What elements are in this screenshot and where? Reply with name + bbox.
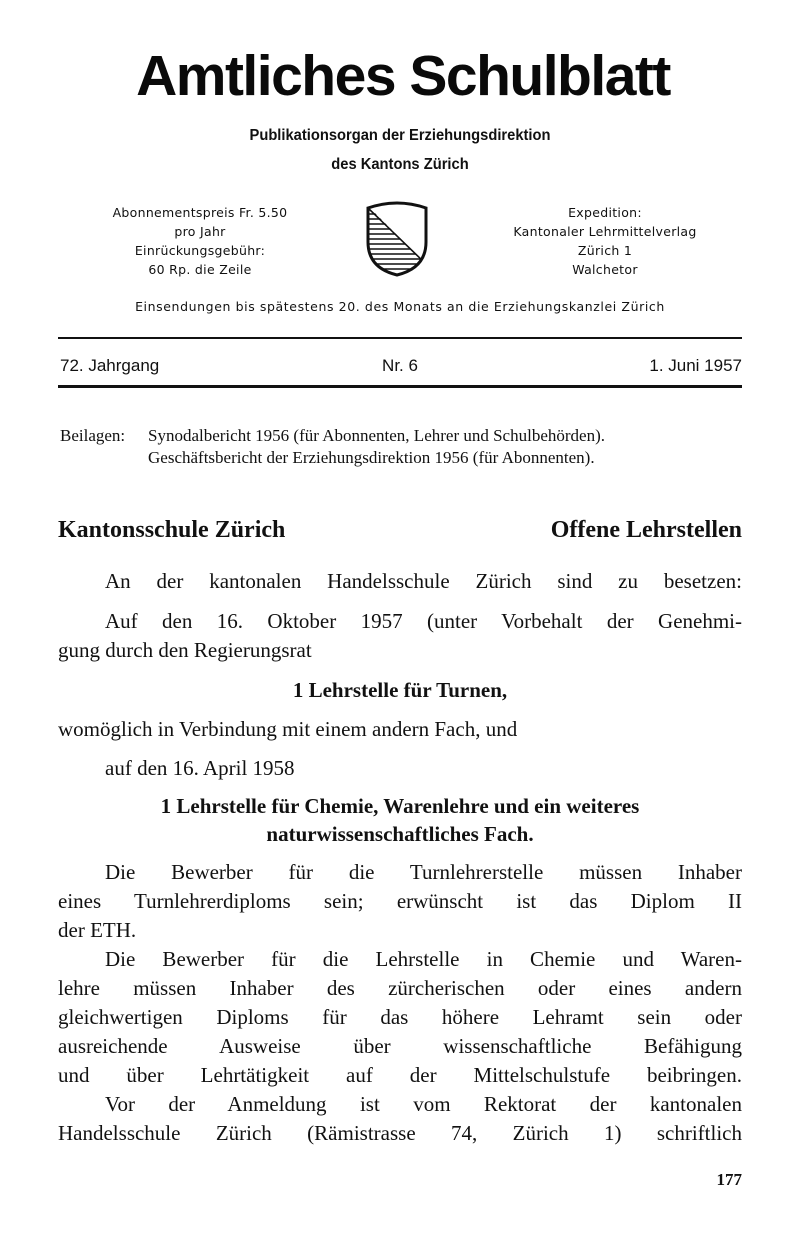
- info-right-line: Zürich 1: [577, 243, 633, 258]
- info-left-line: pro Jahr: [174, 224, 226, 239]
- info-left-line: 60 Rp. die Zeile: [148, 262, 252, 277]
- masthead-title: Amtliches Schulblatt: [136, 44, 670, 108]
- position-chemie-line2: naturwissenschaftliches Fach.: [266, 822, 534, 846]
- page-number: 177: [716, 1170, 742, 1189]
- paragraph-date1-line2: gung durch den Regierungsrat: [58, 638, 312, 662]
- info-left-line: Einrückungsgebühr:: [134, 243, 266, 258]
- text-line: der ETH.: [58, 918, 137, 942]
- beilagen-line2: Geschäftsbericht der Erziehungsdirektion 1956 (für Abonnenten).: [148, 448, 595, 467]
- issue-date: 1. Juni 1957: [649, 356, 742, 375]
- text-line: eines Turnlehrerdiploms sein; erwünscht ist das Diplom II: [58, 889, 742, 913]
- paragraph-anmeldung: [58, 1090, 742, 1148]
- subscription-info: [80, 203, 320, 279]
- text-line: lehre müssen Inhaber des zürcherischen oder eines andern: [58, 976, 742, 1000]
- submission-note: Einsendungen bis spätestens 20. des Monats an die Erziehungskanzlei Zürich: [135, 299, 665, 314]
- text-line: ausreichende Ausweise über wissenschaftliche Befähigung: [58, 1034, 742, 1058]
- text-line: Die Bewerber für die Turnlehrerstelle müssen Inhaber: [105, 860, 742, 884]
- text-line: und über Lehrtätigkeit auf der Mittelschulstufe beibringen.: [58, 1063, 742, 1087]
- issue-number: Nr. 6: [382, 356, 418, 375]
- beilagen-line1: Synodalbericht 1956 (für Abonnenten, Lehrer und Schulbehörden).: [148, 426, 605, 445]
- masthead-subtitle-line2: des Kantons Zürich: [331, 156, 469, 173]
- top-rule: [58, 337, 742, 339]
- position-chemie-line1: 1 Lehrstelle für Chemie, Warenlehre und ein weiteres: [160, 794, 640, 818]
- expedition-info: [480, 203, 730, 279]
- paragraph-chemie: [58, 945, 742, 1090]
- position-turnen: 1 Lehrstelle für Turnen,: [292, 678, 508, 702]
- issue-volume: 72. Jahrgang: [60, 356, 160, 375]
- info-right-line: Kantonaler Lehrmittelverlag: [513, 224, 697, 239]
- paragraph-intro: An der kantonalen Handelsschule Zürich sind zu besetzen:: [105, 569, 742, 593]
- masthead-subtitle-line1: Publikationsorgan der Erziehungsdirektion: [249, 127, 551, 144]
- paragraph-date1-line1: Auf den 16. Oktober 1957 (unter Vorbehalt der Genehmi-: [105, 609, 742, 633]
- beilagen-label: Beilagen:: [60, 426, 126, 445]
- bottom-rule: [58, 385, 742, 388]
- article-heading-right: Offene Lehrstellen: [550, 517, 742, 543]
- paragraph-date2: auf den 16. April 1958: [105, 756, 295, 780]
- text-line: Vor der Anmeldung ist vom Rektorat der kantonalen: [105, 1092, 742, 1116]
- paragraph-turnlehrer: [58, 858, 742, 945]
- info-right-line: Expedition:: [568, 205, 642, 220]
- article-heading-left: Kantonsschule Zürich: [58, 517, 286, 543]
- zurich-coat-of-arms-icon: [364, 200, 430, 278]
- text-line: Handelsschule Zürich (Rämistrasse 74, Zürich 1) schriftlich: [58, 1121, 742, 1145]
- paragraph-combination: womöglich in Verbindung mit einem andern Fach, und: [58, 717, 518, 741]
- info-left-line: Abonnementspreis Fr. 5.50: [112, 205, 288, 220]
- text-line: gleichwertigen Diploms für das höhere Lehramt sein oder: [58, 1005, 742, 1029]
- info-right-line: Walchetor: [572, 262, 638, 277]
- beilagen: [60, 425, 605, 469]
- text-line: Die Bewerber für die Lehrstelle in Chemie und Waren-: [105, 947, 742, 971]
